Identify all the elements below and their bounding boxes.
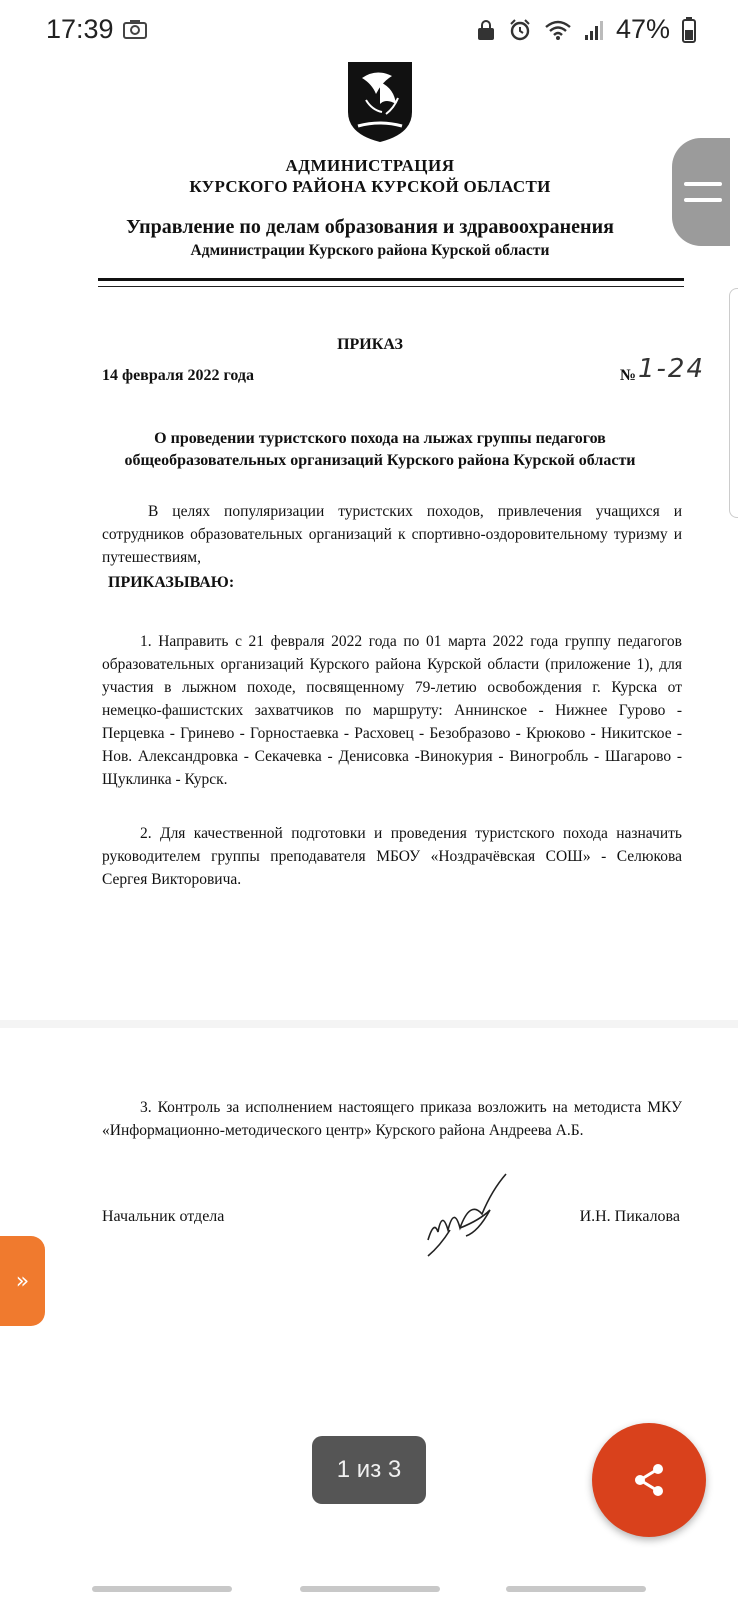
document-title: ПРИКАЗ (337, 336, 403, 353)
fast-scroll-handle[interactable] (672, 138, 730, 246)
share-icon (629, 1460, 669, 1500)
nav-back-button[interactable] (506, 1586, 646, 1592)
header-rule-thin (98, 286, 684, 287)
order-word: ПРИКАЗЫВАЮ: (108, 574, 235, 591)
system-nav-bar (0, 1578, 738, 1600)
lock-icon (476, 18, 496, 42)
document-subject: О проведении туристского похода на лыжах группы педагогов общеобразовательных организаций Курского района Курской области (124, 430, 636, 469)
signer-title: Начальник отдела (102, 1208, 225, 1225)
document-number-handwritten: 1-24 (638, 354, 706, 384)
department-line-1: Управление по делам образования и здравоохранения (126, 216, 614, 238)
header-rule (98, 278, 684, 281)
document-page[interactable] (0, 60, 738, 1540)
signal-icon (584, 19, 604, 41)
nav-home-button[interactable] (300, 1586, 440, 1592)
signature-image (420, 1170, 520, 1260)
admin-line-1: АДМИНИСТРАЦИЯ (285, 156, 455, 175)
intro-paragraph: В целях популяризации туристских походов, привлечения учащихся и сотрудников образовательных организаций к спортивно-оздоровительному туризму и путешествиям, (102, 503, 682, 566)
share-button[interactable] (592, 1423, 706, 1537)
side-panel-toggle[interactable] (0, 1236, 45, 1326)
order-item-2: 2. Для качественной подготовки и проведения туристского похода назначить руководителем группы преподавателя МБОУ «Ноздрачёвская СОШ» - Селюкова Сергея Викторовича. (102, 825, 682, 888)
document-date: 14 февраля 2022 года (102, 367, 254, 384)
order-item-1: 1. Направить с 21 февраля 2022 года по 01 марта 2022 года группу педагогов образовательных организаций Курского района Курской области (приложение 1), для участия в лыжном походе, посвященному 79-летию освобождения г. Курска от немецко-фашистских захватчиков по маршруту: Аннинское - Нижнее Гурово - Перцевка - Гринево - Горностаевка - Расховец - Безобразово - Крюково - Никитское - Нов. Александровка - Секачевка - Денисовка -Винокурия - Виногробль - Шагарово - Щуклинка - Курск. (102, 633, 682, 788)
wifi-icon (544, 19, 572, 41)
page-break (0, 1020, 738, 1028)
screenshot-icon (122, 18, 148, 40)
document-number-label: № (620, 367, 637, 384)
coat-of-arms-emblem (342, 60, 418, 144)
status-time: 17:39 (46, 14, 114, 44)
page-indicator: 1 из 3 (312, 1436, 426, 1504)
admin-line-2: КУРСКОГО РАЙОНА КУРСКОЙ ОБЛАСТИ (189, 177, 551, 196)
status-icons (476, 14, 696, 45)
battery-icon (682, 17, 696, 43)
order-item-3: 3. Контроль за исполнением настоящего приказа возложить на методиста МКУ «Информационно-методического центр» Курского района Андреева А.Б. (102, 1099, 682, 1139)
signer-name: И.Н. Пикалова (579, 1208, 680, 1225)
double-chevron-right-icon: » (15, 1268, 30, 1294)
nav-recents-button[interactable] (92, 1586, 232, 1592)
status-bar (0, 0, 738, 60)
alarm-icon (508, 18, 532, 42)
battery-percent: 47% (615, 14, 670, 44)
scroll-track (729, 288, 738, 518)
department-line-2: Администрации Курского района Курской области (190, 242, 550, 259)
